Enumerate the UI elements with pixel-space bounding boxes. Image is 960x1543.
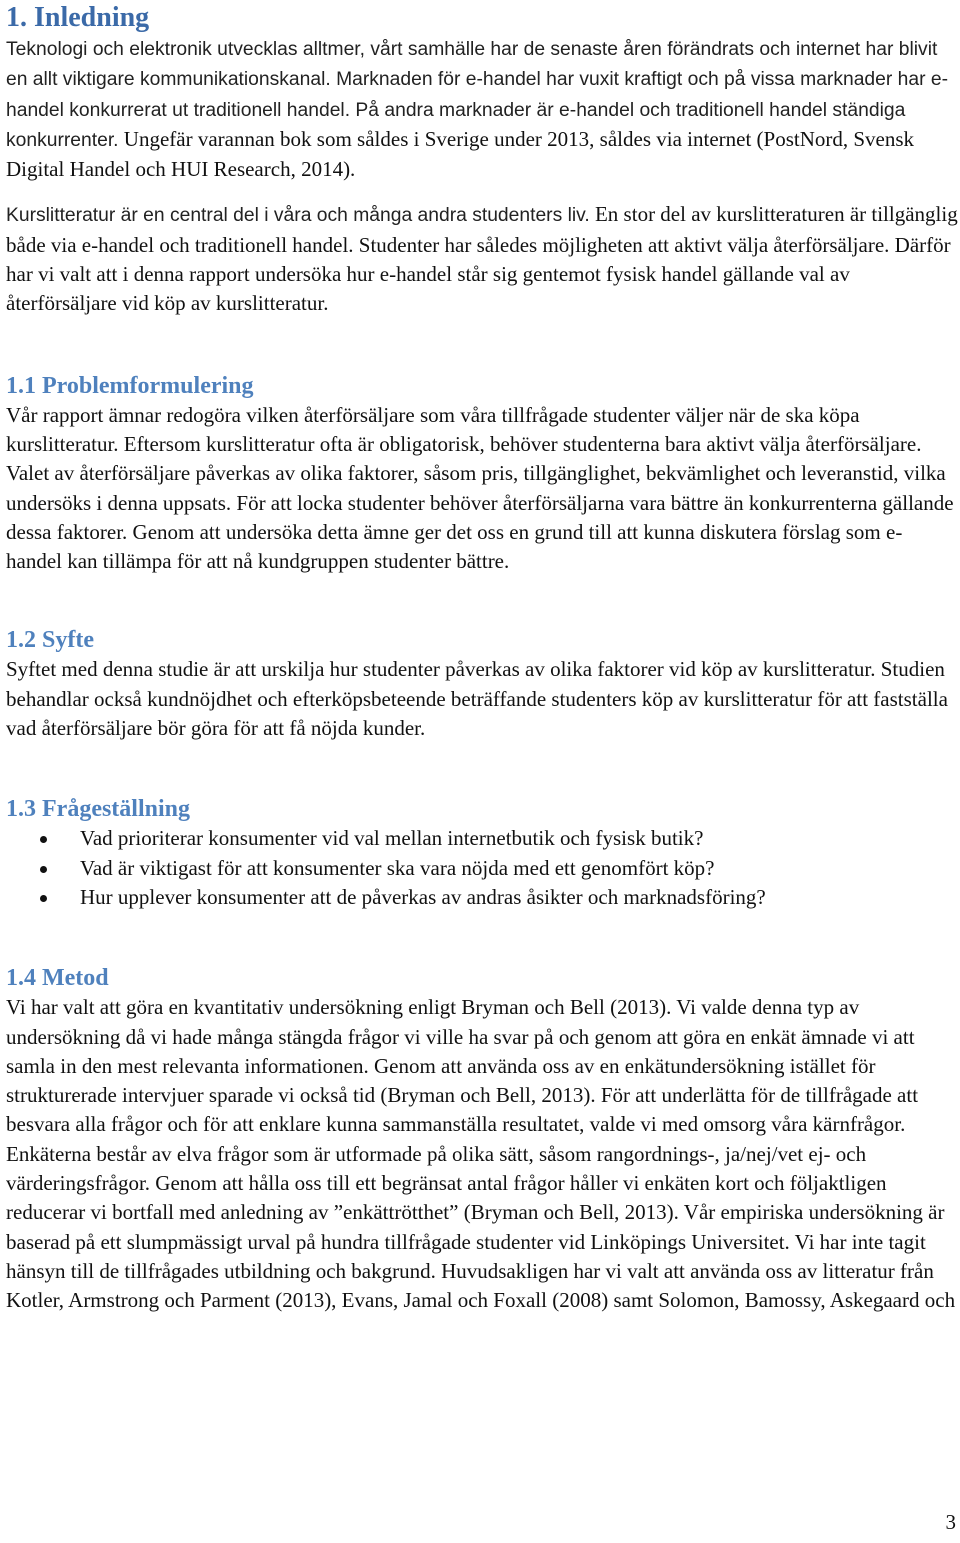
list-item (6, 883, 958, 912)
intro-paragraph-1 (6, 34, 958, 184)
section-heading-introduction: 1. Inledning (6, 2, 150, 33)
section-method (6, 964, 958, 1315)
questions-list (6, 824, 958, 912)
page-number: 3 (945, 1510, 956, 1534)
question-text: Vad är viktigast för att konsumenter ska vara nöjda med ett genomfört köp? (80, 855, 715, 880)
section-problem (6, 372, 958, 577)
section-heading-questions: 1.3 Frågeställning (6, 796, 190, 823)
bullet-icon (40, 866, 47, 873)
section-introduction (6, 0, 958, 319)
section-heading-method: 1.4 Metod (6, 965, 109, 992)
purpose-paragraph: Syftet med denna studie är att urskilja hur studenter påverkas av olika faktorer vid köp av kurslitteratur. Studien behandlar också kundnöjdhet och efterköpsbeteende beträffande studenters köp av kurslitteratur för att fastställa vad återförsäljare bör göra för att få nöjda kunder. (6, 657, 948, 741)
intro-paragraph-1-sans-text: Teknologi och elektronik utvecklas alltmer, vårt samhälle har de senaste åren förändrats och internet har blivit en allt viktigare kommunikationskanal. Marknaden för e-handel har vuxit kraftigt och på vissa marknader har e-handel konkurrerat ut traditionell handel. På andra marknader är e-handel och traditionell handel ständiga konkurrenter. (6, 39, 949, 151)
intro-paragraph-1-serif-text: Ungefär varannan bok som såldes i Sverige under 2013, såldes via internet (PostNord, Svensk Digital Handel och HUI Research, 2014). (6, 126, 915, 182)
question-text: Vad prioriterar konsumenter vid val mellan internetbutik och fysisk butik? (80, 826, 704, 851)
intro-paragraph-2 (6, 200, 958, 318)
document-page (6, 0, 958, 1316)
intro-paragraph-2-serif-text: En stor del av kurslitteraturen är tillgänglig både via e-handel och traditionell handel. Studenter har således möjligheten att aktivt välja återförsäljare. Därför har vi valt att i denna rapport undersöka hur e-handel står sig gentemot fysisk handel gällande val av återförsäljare vid köp av kurslitteratur. (6, 202, 958, 316)
bullet-icon (40, 895, 47, 902)
section-heading-problem: 1.1 Problemformulering (6, 372, 254, 399)
problem-paragraph: Vår rapport ämnar redogöra vilken återförsäljare som våra tillfrågade studenter väljer när de ska köpa kurslitteratur. Eftersom kurslitteratur ofta är obligatorisk, behöver studenterna bara aktivt välja återförsäljare. Valet av återförsäljare påverkas av olika faktorer, såsom pris, tillgänglighet, bekvämlighet och leveranstid, vilka undersöks i denna uppsats. För att locka studenter behöver återförsäljarna vara bättre än konkurrenterna gällande dessa faktorer. Genom att undersöka detta ämne ger det oss en grund till att kunna diskutera förslag som e-handel kan tillämpa för att nå kundgruppen studenter bättre. (6, 402, 954, 574)
section-purpose (6, 626, 958, 743)
intro-paragraph-2-sans-text: Kurslitteratur är en central del i våra och många andra studenters liv. (6, 205, 590, 227)
question-text: Hur upplever konsumenter att de påverkas av andras åsikter och marknadsföring? (80, 884, 766, 909)
bullet-icon (40, 836, 47, 843)
list-item (6, 824, 958, 853)
section-questions (6, 795, 958, 912)
method-paragraph: Vi har valt att göra en kvantitativ undersökning enligt Bryman och Bell (2013). Vi valde denna typ av undersökning då vi hade många stängda frågor vi ville ha svar på och genom att göra en enkät ämnade vi att samla in den mest relevanta informationen. Genom att använda oss av en enkätundersökning istället för strukturerade intervjuer sparade vi också tid (Bryman och Bell, 2013). För att underlätta för de tillfrågade att besvara alla frågor och för att enklare kunna sammanställa resultatet, valde vi med omsorg våra kärnfrågor. Enkäterna består av elva frågor som är utformade på olika sätt, såsom rangordnings-, ja/nej/vet ej- och värderingsfrågor. Genom att hålla oss till ett begränsat antal frågor håller vi enkäten kort och följaktligen reducerar vi bortfall med anledning av ”enkättrötthet” (Bryman och Bell, 2013). Vår empiriska undersökning är baserad på ett slumpmässigt urval på hundra tillfrågade studenter vid Linköpings Universitet. Vi har inte tagit hänsyn till de tillfrågades utbildning och bakgrund. Huvudsakligen har vi valt att använda oss av litteratur från Kotler, Armstrong och Parment (2013), Evans, Jamal och Foxall (2008) samt Solomon, Bamossy, Askegaard och (6, 995, 956, 1313)
list-item (6, 854, 958, 883)
section-heading-purpose: 1.2 Syfte (6, 627, 94, 654)
